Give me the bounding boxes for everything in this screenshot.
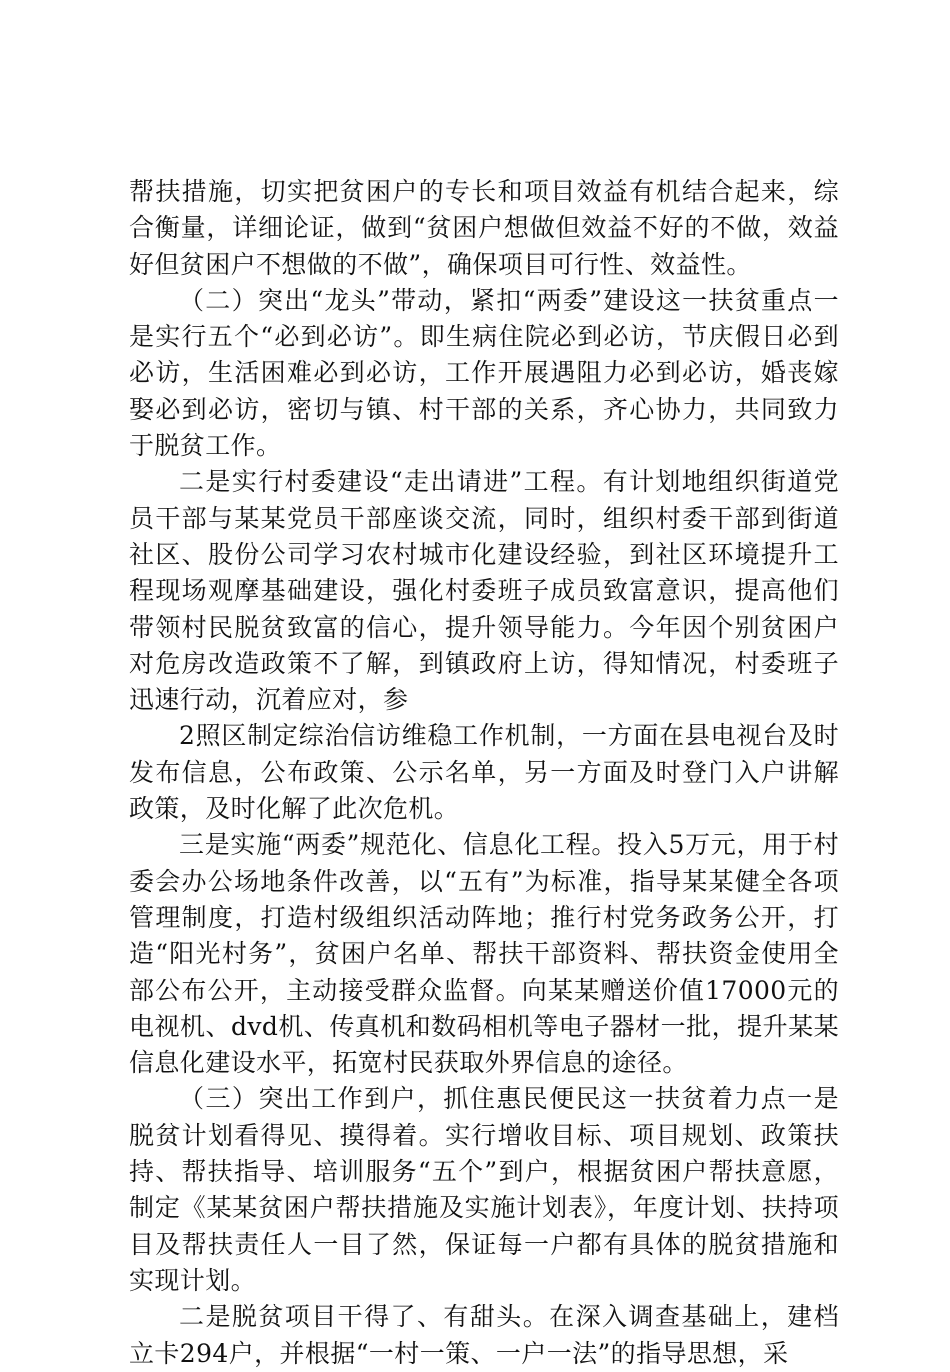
paragraph-2: （二）突出“龙头”带动，紧扣“两委”建设这一扶贫重点一是实行五个“必到必访”。即生病住院必到必访，节庆假日必到必访，生活困难必到必访，工作开展遇阻力必到必访，婚丧嫁娶必到必访，密切与镇、村干部的关系，齐心协力，共同致力于脱贫工作。 bbox=[129, 285, 839, 461]
paragraph-5: 三是实施“两委”规范化、信息化工程。投入5万元，用于村委会办公场地条件改善，以“五有”为标准，指导某某健全各项管理制度，打造村级组织活动阵地；推行村党务政务公开，打造“阳光村务”，贫困户名单、帮扶干部资料、帮扶资金使用全部公布公开，主动接受群众监督。向某某赠送价值17000元的电视机、dvd机、传真机和数码相机等电子器材一批，提升某某信息化建设水平，拓宽村民获取外界信息的途径。 bbox=[129, 830, 839, 1078]
paragraph-3: 二是实行村委建设“走出请进”工程。有计划地组织街道党员干部与某某党员干部座谈交流，同时，组织村委干部到街道社区、股份公司学习农村城市化建设经验，到社区环境提升工程现场观摩基础建设，强化村委班子成员致富意识，提高他们带领村民脱贫致富的信心，提升领导能力。今年因个别贫困户对危房改造政策不了解，到镇政府上访，得知情况，村委班子迅速行动，沉着应对，参 bbox=[129, 467, 839, 715]
paragraph-1: 帮扶措施，切实把贫困户的专长和项目效益有机结合起来，综合衡量，详细论证，做到“贫困户想做但效益不好的不做，效益好但贫困户不想做的不做”，确保项目可行性、效益性。 bbox=[129, 177, 839, 279]
paragraph-6: （三）突出工作到户，抓住惠民便民这一扶贫着力点一是脱贫计划看得见、摸得着。实行增收目标、项目规划、政策扶持、帮扶指导、培训服务“五个”到户，根据贫困户帮扶意愿，制定《某某贫困户帮扶措施及实施计划表》，年度计划、扶持项目及帮扶责任人一目了然，保证每一户都有具体的脱贫措施和实现计划。 bbox=[129, 1084, 839, 1295]
document-body bbox=[129, 174, 839, 1372]
paragraph-4: 2照区制定综治信访维稳工作机制，一方面在县电视台及时发布信息，公布政策、公示名单，另一方面及时登门入户讲解政策，及时化解了此次危机。 bbox=[129, 721, 839, 824]
paragraph-7: 二是脱贫项目干得了、有甜头。在深入调查基础上，建档立卡294户，并根据“一村一策、一户一法”的指导思想，采 bbox=[129, 1302, 839, 1368]
